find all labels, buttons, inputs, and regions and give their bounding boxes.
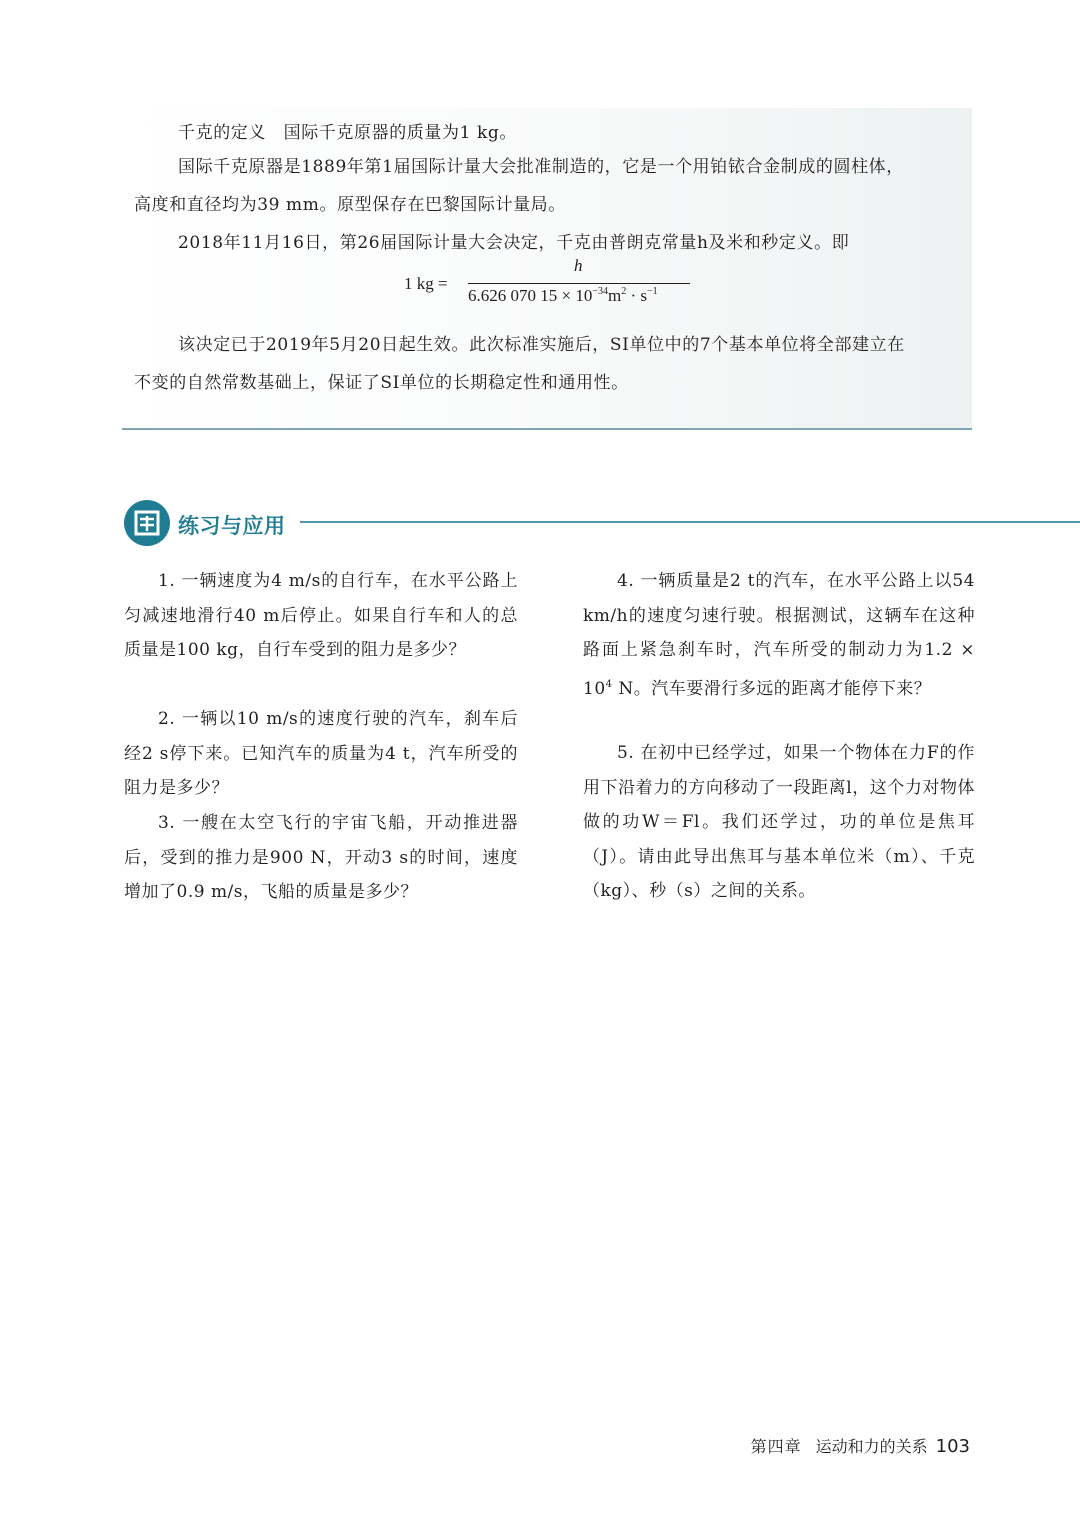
exercise-icon	[124, 500, 170, 546]
kg-definition-text: 国际千克原器的质量为1 kg。	[283, 123, 518, 143]
page-footer	[751, 1434, 970, 1457]
page-number: 103	[935, 1436, 970, 1457]
formula-denominator: 6.626 070 $15 \times 10^{-34}m^2 \cdot s^{-1}$	[468, 286, 658, 305]
exercise-5: 5. 在初中已经学过，如果一个物体在力F的作用下沿着力的方向移动了一段距离l，这个力对物体做的功W＝Fl。我们还学过，功的单位是焦耳（J）。请由此导出焦耳与基本单位米（m）、千克（kg）、秒（s）之间的关系。	[583, 743, 975, 901]
fraction-bar	[468, 283, 690, 284]
prototype-paragraph-line2: 高度和直径均为39 mm。原型保存在巴黎国际计量局。	[134, 195, 566, 215]
kg-definition-title: 千克的定义	[178, 123, 266, 143]
exercise-3: 3. 一艘在太空飞行的宇宙飞船，开动推进器后，受到的推力是900 N，开动3 s的时间，速度增加了0.9 m/s，飞船的质量是多少？	[124, 813, 518, 902]
exercise-4: 4. 一辆质量是2 t的汽车，在水平公路上以54 km/h的速度匀速行驶。根据测试，这辆车在这种路面上紧急刹车时，汽车所受的制动力为$1.2 \times 10^4$ N。汽车要滑行多远的距离才能停下来？	[583, 571, 975, 699]
exercise-2: 2. 一辆以10 m/s的速度行驶的汽车，刹车后经2 s停下来。已知汽车的质量为4 t，汽车所受的阻力是多少？	[124, 709, 518, 798]
section-title: 练习与应用	[178, 514, 286, 538]
section-divider	[300, 521, 1080, 523]
kg-definition-line	[178, 122, 517, 144]
exercise-1: 1. 一辆速度为4 m/s的自行车，在水平公路上匀减速地滑行40 m后停止。如果自行车和人的总质量是100 kg，自行车受到的阻力是多少？	[124, 571, 518, 660]
formula-lhs: 1 kg =	[404, 274, 448, 293]
prototype-paragraph-line1: 国际千克原器是1889年第1届国际计量大会批准制造的，它是一个用铂铱合金制成的圆柱体，	[178, 157, 904, 177]
kilogram-definition-box	[122, 108, 972, 430]
effective-paragraph-line1: 该决定已于2019年5月20日起生效。此次标准实施后，SI单位中的7个基本单位将全部建立在	[178, 335, 905, 355]
kilogram-formula	[404, 256, 704, 312]
effective-paragraph-line2: 不变的自然常数基础上，保证了SI单位的长期稳定性和通用性。	[134, 373, 629, 393]
chapter-title: 运动和力的关系	[815, 1437, 928, 1456]
decision-paragraph: 2018年11月16日，第26届国际计量大会决定，千克由普朗克常量h及米和秒定义。即	[178, 233, 850, 253]
chapter-label: 第四章	[750, 1437, 802, 1456]
section-header	[124, 500, 1080, 548]
formula-numerator: h	[574, 256, 583, 275]
